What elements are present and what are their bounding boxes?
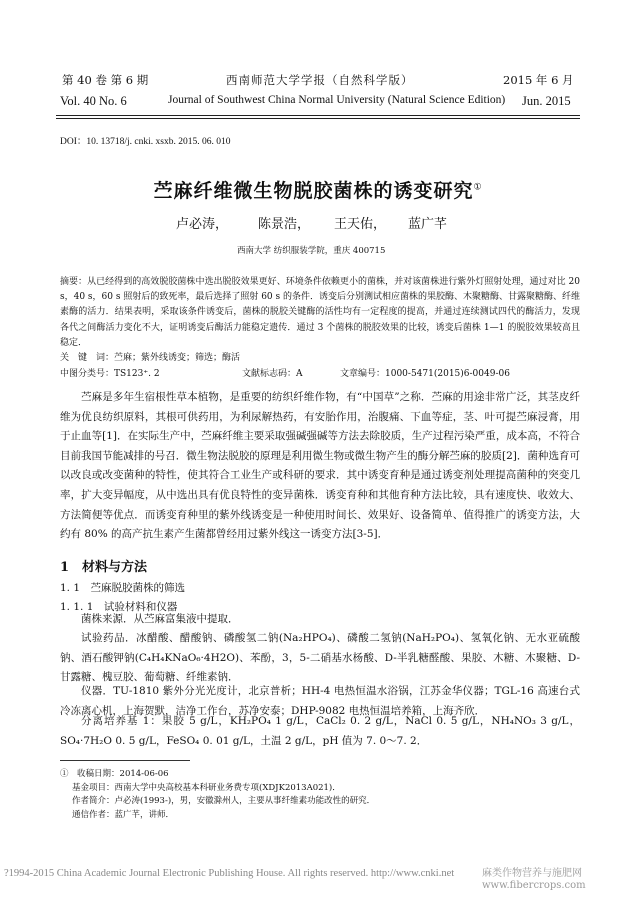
footnote-author: 作者简介：卢必涛(1993-)，男，安徽滁州人，主要从事纤维素功能改性的研究． bbox=[72, 796, 376, 806]
footnote-corresponding: 通信作者：蓝广芊，讲师． bbox=[72, 809, 175, 820]
footnote-fund: 基金项目：西南大学中央高校基本科研业务费专项(XDJK2013A021)． bbox=[72, 782, 341, 793]
issue-date-cn: 2015 年 6 月 bbox=[503, 73, 574, 87]
author-4: 蓝广芊 bbox=[408, 217, 448, 232]
footnote-rule bbox=[60, 760, 190, 761]
keywords: 关 键 词：苎麻；紫外线诱变；筛选；酶活 bbox=[60, 353, 241, 363]
volume-issue-en: Vol. 40 No. 6 bbox=[60, 94, 127, 108]
subsection-heading-1-1: 1. 1 苎麻脱胶菌株的筛选 bbox=[60, 582, 186, 594]
clc-number: 中图分类号：TS123⁺. 2 bbox=[60, 369, 160, 379]
footnote-received-text: 收稿日期：2014-06-06 bbox=[77, 769, 169, 779]
journal-title-cn: 西南师范大学学报（自然科学版） bbox=[226, 73, 414, 87]
subsection-heading-1-1-1: 1. 1. 1 试验材料和仪器 bbox=[60, 601, 178, 613]
issue-date-en: Jun. 2015 bbox=[522, 94, 571, 108]
document-code: 文献标志码：A bbox=[242, 369, 303, 379]
section-heading-1: 1 材料与方法 bbox=[60, 560, 148, 575]
medium-paragraph: 分离培养基 1：果胶 5 g/L，KH₂PO₄ 1 g/L，CaCl₂ 0. 2 g/L，NaCl 0. 5 g/L，NH₄NO₃ 3 g/L，SO₄·7H₂O 0. 5 g/L，FeSO₄ 0. 01 g/L，土温 2 g/L，pH 值为 7. 0～7. 2． bbox=[60, 715, 580, 747]
paper-title-text: 苎麻纤维微生物脱胶菌株的诱变研究 bbox=[153, 180, 474, 202]
doi: DOI：10. 13718/j. cnki. xsxb. 2015. 06. 010 bbox=[60, 137, 231, 147]
watermark-text: 麻类作物营养与施肥网 www.fibercrops.com bbox=[482, 868, 586, 891]
title-footnote-mark: ① bbox=[473, 182, 483, 193]
volume-issue-cn: 第 40 卷 第 6 期 bbox=[62, 73, 149, 87]
header-rule bbox=[56, 115, 580, 116]
paper-title bbox=[0, 176, 636, 203]
copyright-footer: ?1994-2015 China Academic Journal Electronic Publishing House. All rights reserved. http://www.cnki.net bbox=[4, 868, 455, 879]
author-2: 陈景浩， bbox=[258, 217, 311, 232]
article-number: 文章编号：1000-5471(2015)6-0049-06 bbox=[340, 369, 510, 379]
instruments-paragraph: 仪器．TU-1810 紫外分光光度计，北京普析；HH-4 电热恒温水浴锅，江苏金华仪器；TGL-16 高速台式冷冻离心机，上海贺默，洁净工作台，苏净安泰；DHP-9082 电热恒温培养箱，上海齐欣． bbox=[60, 685, 580, 717]
author-1: 卢必涛， bbox=[176, 217, 229, 232]
footnotes bbox=[60, 768, 580, 822]
header-rule-2 bbox=[56, 118, 580, 119]
footnote-received bbox=[60, 768, 580, 782]
affiliation: 西南大学 纺织服装学院，重庆 400715 bbox=[237, 246, 386, 256]
strain-source-paragraph: 菌株来源．从苎麻富集液中提取． bbox=[81, 613, 239, 625]
reagents-paragraph: 试验药品．冰醋酸、醋酸钠、磷酸氢二钠(Na₂HPO₄)、磷酸二氢钠(NaH₂PO₄)、氢氧化钠、无水亚硫酸钠、酒石酸钾钠(C₄H₄KNaO₆·4H2O)、苯酚，3，5-二硝基水杨酸、D-半乳糖醛酸、果胶、木糖、木聚糖、D-甘露糖、槐豆胶、葡萄糖、纤维素钠． bbox=[60, 632, 580, 684]
footnote-mark: ① bbox=[60, 769, 69, 779]
journal-title-en: Journal of Southwest China Normal University (Natural Science Edition) bbox=[168, 94, 506, 106]
author-3: 王天佑， bbox=[334, 217, 387, 232]
site-watermark bbox=[482, 868, 632, 892]
abstract: 摘要：从已经得到的高效脱胶菌株中选出脱胶效果更好、环境条件依赖更小的菌株，并对该菌株进行紫外灯照射处理，通过对比 20 s，40 s，60 s 照射后的致死率，最后选择了照射 60 s 的条件．诱变后分别测试相应菌株的果胶酶、木聚糖酶、甘露聚糖酶、纤维素酶的活力．结果表明，采取该条件诱变后，菌株的脱胶关键酶的活性均有一定程度的提高，并通过连续测试四代的酶活力，发现各代之间酶活力变化不大，证明诱变后酶活力能稳定遗传．通过 3 个菌株的脱胶效果的比较，诱变后菌株 1—1 的脱胶效果较高且稳定． bbox=[60, 277, 580, 348]
intro-paragraph: 苎麻是多年生宿根性草本植物，是重要的纺织纤维作物，有“中国草”之称．苎麻的用途非常广泛，其茎皮纤维为优良纺织原料，其根可供药用，为利尿解热药，有安胎作用，治腹痛、下血等症，茎、叶可提苎麻浸膏，用于止血等[1]．在实际生产中，苎麻纤维主要采取强碱强碱等方法去除胶质，生产过程污染严重，成本高，不符合目前我国节能减排的号召．微生物法脱胶的原理是利用微生物或微生物产生的酶分解苎麻的胶质[2]．菌种选育可以改良或改变菌种的特性，使其符合工业生产或科研的要求．其中诱变育种是通过诱变剂处理提高菌种的突变几率，扩大变异幅度，从中选出具有优良特性的变异菌株．诱变育种和其他育种方法比较，具有速度快、收效大、方法简便等优点．而诱变育种里的紫外线诱变是一种使用时间长、效果好、设备简单、值得推广的诱变方法，大约有 80% 的高产抗生素产生菌都曾经用过紫外线这一诱变方法[3-5]． bbox=[60, 391, 580, 541]
